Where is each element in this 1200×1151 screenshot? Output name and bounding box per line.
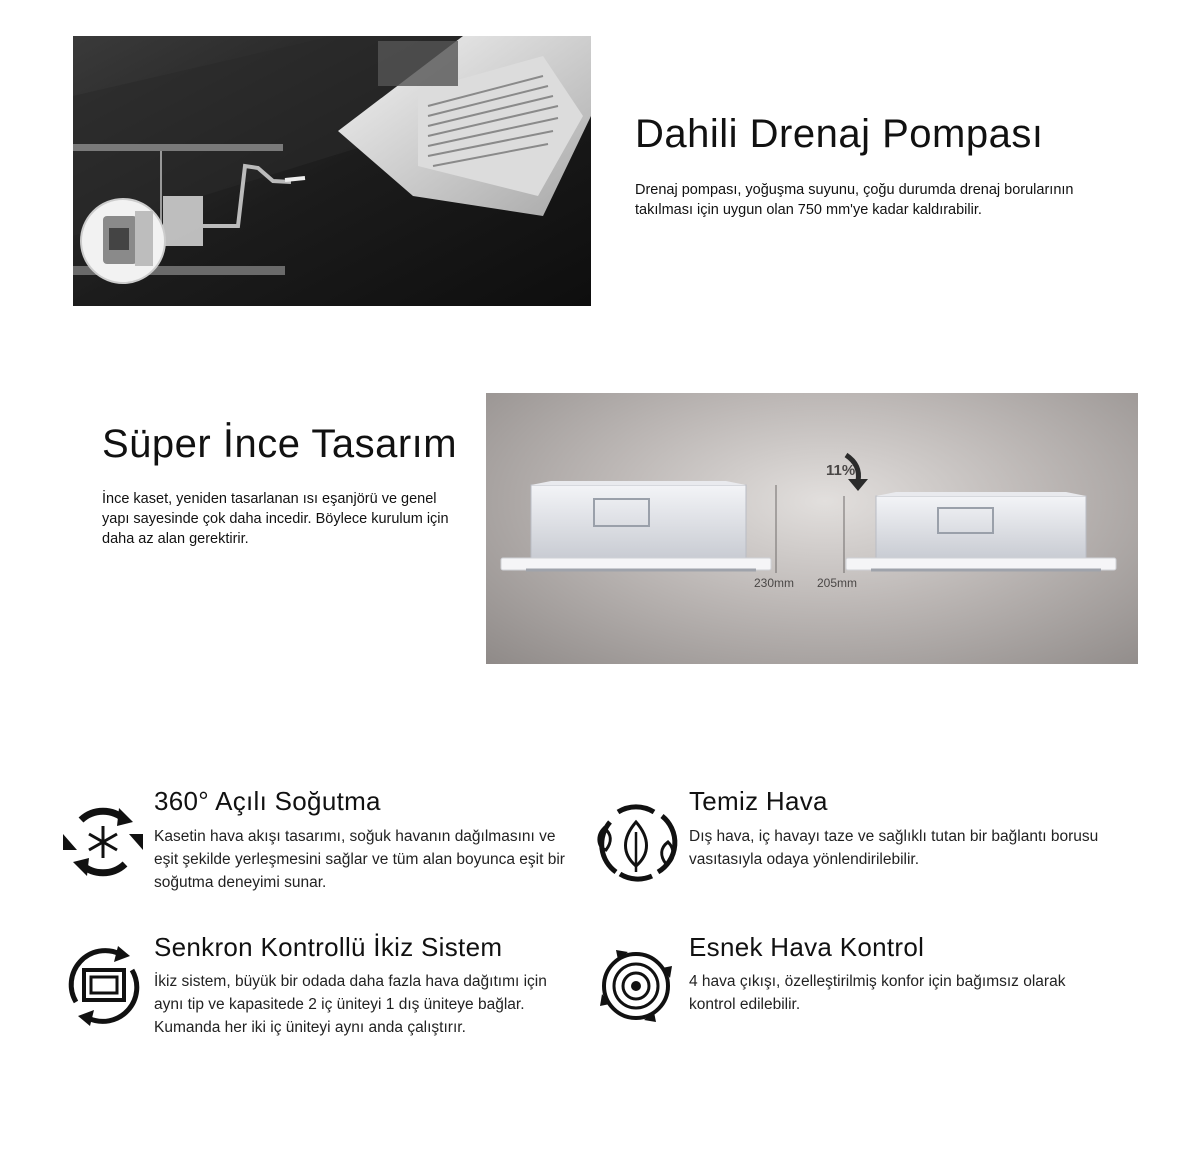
feature-text-flexible-air: 4 hava çıkışı, özelleştirilmiş konfor için bağımsız olarak kontrol edilebilir. xyxy=(689,973,1066,1013)
old-unit xyxy=(501,481,771,570)
slim-design-title: Süper İnce Tasarım xyxy=(102,422,458,466)
feature-text-360-cooling: Kasetin hava akışı tasarımı, soğuk havanın dağılmasını ve eşit şekilde yerleşmesini sağlar ve tüm alan boyunca eşit bir soğutma deneyimi sunar. xyxy=(154,828,565,891)
airflow-control-icon xyxy=(594,944,678,1028)
slim-comparison-illustration xyxy=(486,393,1138,664)
snowflake-cycle-icon xyxy=(61,800,145,884)
drain-pump-title: Dahili Drenaj Pompası xyxy=(635,112,1044,156)
drain-pump-image xyxy=(73,36,591,306)
new-height-label: 205mm xyxy=(817,576,858,590)
feature-text-twin-system: İkiz sistem, büyük bir odada daha fazla hava dağıtımı için aynı tip ve kapasitede 2 iç üniteyi 1 dış üniteye bağlar. Kumanda her iki iç üniteyi aynı anda çalıştırır. xyxy=(154,973,547,1036)
drain-pump-illustration xyxy=(73,36,591,306)
new-unit xyxy=(846,492,1116,570)
feature-title-flexible-air: Esnek Hava Kontrol xyxy=(689,932,925,962)
drain-pump-description: Drenaj pompası, yoğuşma suyunu, çoğu durumda drenaj borularının takılması için uygun olan 750 mm'ye kadar kaldırabilir. xyxy=(635,182,1074,218)
feature-title-twin-system: Senkron Kontrollü İkiz Sistem xyxy=(154,932,503,962)
old-height-label: 230mm xyxy=(754,576,795,590)
feature-title-360-cooling: 360° Açılı Soğutma xyxy=(154,786,381,816)
reduction-percent-label: 11% xyxy=(826,462,856,479)
feature-title-fresh-air: Temiz Hava xyxy=(689,786,828,816)
slim-design-description: İnce kaset, yeniden tasarlanan ısı eşanjörü ve genel yapı sayesinde çok daha incedir. Böylece kurulum için daha az alan gerektirir. xyxy=(102,491,449,547)
slim-design-image xyxy=(486,393,1138,664)
twin-system-icon xyxy=(62,944,146,1028)
leaf-cycle-icon xyxy=(594,802,678,886)
feature-text-fresh-air: Dış hava, iç havayı taze ve sağlıklı tutan bir bağlantı borusu vasıtasıyla odaya yönlendirilebilir. xyxy=(689,828,1099,868)
